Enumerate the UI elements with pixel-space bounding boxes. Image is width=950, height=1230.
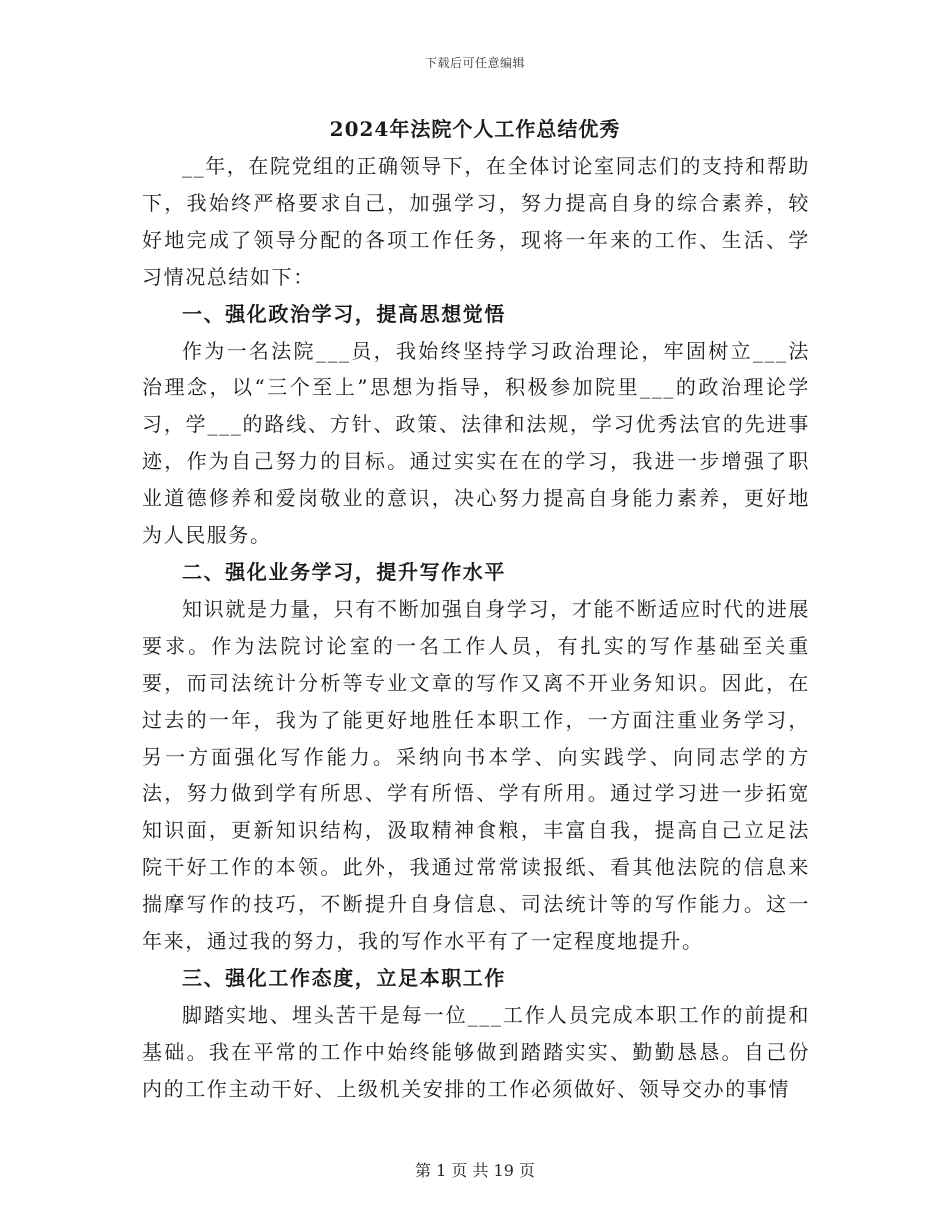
page-number: 第 1 页 共 19 页 <box>415 1161 535 1180</box>
section-body-1: 作为一名法院___员，我始终坚持学习政治理论，牢固树立___法治理念，以“三个至上”思想为指导，积极参加院里___的政治理论学习，学___的路线、方针、政策、法律和法规，学习优秀法官的先进事迹，作为自己努力的目标。通过实实在在的学习，我进一步增强了职业道德修养和爱岗敬业的意识，决心努力提高自身能力素养，更好地为人民服务。 <box>142 338 810 548</box>
header-note: 下载后可任意编辑 <box>424 56 525 70</box>
section-heading-2: 二、强化业务学习，提升写作水平 <box>182 559 506 584</box>
document-title: 2024年法院个人工作总结优秀 <box>329 117 621 141</box>
section-heading-1: 一、强化政治学习，提高思想觉悟 <box>182 301 506 326</box>
section-body-2: 知识就是力量，只有不断加强自身学习，才能不断适应时代的进展要求。作为法院讨论室的一名工作人员，有扎实的写作基础至关重要，而司法统计分析等专业文章的写作又离不开业务知识。因此，在过去的一年，我为了能更好地胜任本职工作，一方面注重业务学习，另一方面强化写作能力。采纳向书本学、向实践学、向同志学的方法，努力做到学有所思、学有所悟、学有所用。通过学习进一步拓宽知识面，更新知识结构，汲取精神食粮，丰富自我，提高自己立足法院干好工作的本领。此外，我通过常常读报纸、看其他法院的信息来揣摩写作的技巧，不断提升自身信息、司法统计等的写作能力。这一年来，通过我的努力，我的写作水平有了一定程度地提升。 <box>142 596 810 954</box>
document-body <box>142 148 810 1108</box>
intro-paragraph: __年，在院党组的正确领导下，在全体讨论室同志们的支持和帮助下，我始终严格要求自己，加强学习，努力提高自身的综合素养，较好地完成了领导分配的各项工作任务，现将一年来的工作、生活、学习情况总结如下： <box>142 154 810 289</box>
section-body-3: 脚踏实地、埋头苦干是每一位___工作人员完成本职工作的前提和基础。我在平常的工作中始终能够做到踏踏实实、勤勤恳恳。自己份内的工作主动干好、上级机关安排的工作必须做好、领导交办的事情 <box>142 1002 810 1101</box>
section-heading-3: 三、强化工作态度，立足本职工作 <box>182 965 506 990</box>
